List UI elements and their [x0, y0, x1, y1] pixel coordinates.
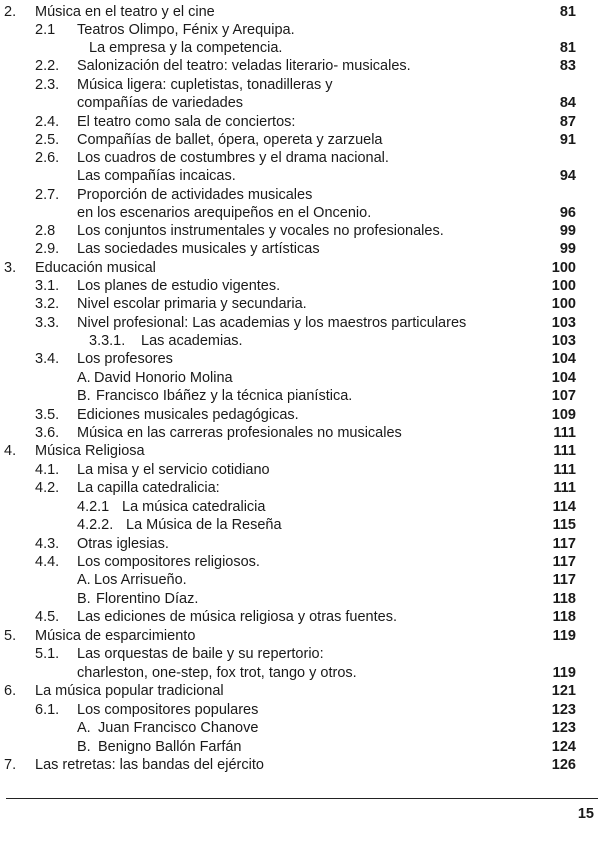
entry-title: en los escenarios arequipeños en el Oncenio. — [77, 205, 372, 221]
entry-page: 118 — [552, 591, 576, 607]
toc-entry — [0, 498, 600, 516]
entry-number: 2. — [4, 4, 17, 20]
toc-entry — [0, 608, 600, 626]
entry-page: 123 — [551, 702, 576, 718]
toc-entry — [0, 738, 600, 756]
entry-page: 117 — [552, 572, 576, 588]
entry-title: Las sociedades musicales y artísticas — [77, 241, 320, 257]
toc-entry — [0, 295, 600, 313]
entry-number: 3.4. — [35, 351, 60, 367]
entry-page: 103 — [551, 333, 576, 349]
entry-title: Música Religiosa — [35, 443, 145, 459]
entry-title: Ediciones musicales pedagógicas. — [77, 407, 299, 423]
toc-entry — [0, 387, 600, 405]
entry-number: 2.3. — [35, 77, 60, 93]
entry-page: 94 — [559, 168, 576, 184]
toc-entry — [0, 76, 600, 94]
entry-number: 4.3. — [35, 536, 60, 552]
entry-title: David Honorio Molina — [94, 370, 233, 386]
toc-entry — [0, 113, 600, 131]
entry-page: 99 — [559, 241, 576, 257]
entry-number: 2.6. — [35, 150, 60, 166]
entry-number: 2.7. — [35, 187, 60, 203]
entry-page: 123 — [551, 720, 576, 736]
entry-title: Teatros Olimpo, Fénix y Arequipa. — [77, 22, 295, 38]
entry-title: charleston, one-step, fox trot, tango y otros. — [77, 665, 357, 681]
entry-page: 96 — [559, 205, 576, 221]
entry-page: 84 — [559, 95, 576, 111]
toc-entry — [0, 186, 600, 204]
toc-entry — [0, 424, 600, 442]
entry-title: Las ediciones de música religiosa y otras fuentes. — [77, 609, 397, 625]
entry-title: La empresa y la competencia. — [89, 40, 283, 56]
entry-number: 3.1. — [35, 278, 60, 294]
entry-page: 115 — [552, 517, 576, 533]
toc-entry — [0, 314, 600, 332]
toc-entry — [0, 259, 600, 277]
entry-number: 4.1. — [35, 462, 60, 478]
entry-title: Las retretas: las bandas del ejército — [35, 757, 264, 773]
toc-entry — [0, 277, 600, 295]
toc-entry-continuation — [0, 167, 600, 185]
entry-number: 2.5. — [35, 132, 60, 148]
entry-page: 91 — [559, 132, 576, 148]
entry-number: 3.6. — [35, 425, 60, 441]
entry-number: 4.4. — [35, 554, 60, 570]
toc-entry — [0, 21, 600, 39]
entry-title: Juan Francisco Chanove — [98, 720, 259, 736]
entry-title: Música de esparcimiento — [35, 628, 196, 644]
toc-entry — [0, 645, 600, 663]
toc-entry — [0, 627, 600, 645]
entry-page: 109 — [551, 407, 576, 423]
entry-page: 111 — [553, 425, 576, 441]
entry-title: Los compositores religiosos. — [77, 554, 260, 570]
entry-number: 3.3. — [35, 315, 60, 331]
entry-number: 3. — [4, 260, 17, 276]
page-number: 15 — [577, 806, 594, 822]
toc-entry — [0, 535, 600, 553]
entry-page: 100 — [551, 260, 576, 276]
entry-page: 126 — [551, 757, 576, 773]
entry-title: Salonización del teatro: veladas literario- musicales. — [77, 58, 411, 74]
toc-entry — [0, 57, 600, 75]
entry-title: Los compositores populares — [77, 702, 259, 718]
entry-title: Música en las carreras profesionales no musicales — [77, 425, 402, 441]
entry-number: 4.2.1 — [77, 499, 110, 515]
entry-number: 2.9. — [35, 241, 60, 257]
entry-page: 111 — [553, 480, 576, 496]
entry-number: 5. — [4, 628, 17, 644]
entry-title: Proporción de actividades musicales — [77, 187, 313, 203]
entry-page: 99 — [559, 223, 576, 239]
entry-number: A. — [77, 720, 91, 736]
toc-entry — [0, 719, 600, 737]
entry-title: Los conjuntos instrumentales y vocales no profesionales. — [77, 223, 444, 239]
entry-title: Educación musical — [35, 260, 156, 276]
entry-page: 81 — [559, 40, 576, 56]
toc-entry — [0, 553, 600, 571]
toc-entry — [0, 682, 600, 700]
entry-title: Los profesores — [77, 351, 173, 367]
entry-title: Las academias. — [141, 333, 243, 349]
entry-title: Otras iglesias. — [77, 536, 169, 552]
toc-entry — [0, 590, 600, 608]
entry-number: 4.2.2. — [77, 517, 114, 533]
toc-entry-continuation — [0, 94, 600, 112]
entry-title: La música catedralicia — [122, 499, 266, 515]
toc-entry — [0, 149, 600, 167]
entry-page: 111 — [553, 443, 576, 459]
toc-entry-continuation — [0, 204, 600, 222]
entry-page: 119 — [552, 665, 576, 681]
entry-title: compañías de variedades — [77, 95, 244, 111]
entry-title: Las orquestas de baile y su repertorio: — [77, 646, 324, 662]
entry-number: 7. — [4, 757, 17, 773]
entry-number: 6.1. — [35, 702, 60, 718]
entry-number: 2.4. — [35, 114, 60, 130]
toc-entry — [0, 756, 600, 774]
entry-title: Los Arrisueño. — [94, 572, 187, 588]
entry-page: 83 — [559, 58, 576, 74]
entry-number: B. — [77, 388, 91, 404]
toc-entry — [0, 131, 600, 149]
toc-entry — [0, 701, 600, 719]
toc-entry — [0, 240, 600, 258]
entry-page: 103 — [551, 315, 576, 331]
toc-entry — [0, 369, 600, 387]
toc-entry — [0, 222, 600, 240]
toc-entry-continuation — [0, 39, 600, 57]
entry-title: Música en el teatro y el cine — [35, 4, 215, 20]
entry-number: B. — [77, 739, 91, 755]
entry-page: 119 — [552, 628, 576, 644]
entry-title: La misa y el servicio cotidiano — [77, 462, 270, 478]
toc-entry — [0, 406, 600, 424]
toc-entry — [0, 479, 600, 497]
toc-entry — [0, 350, 600, 368]
toc-entry — [0, 461, 600, 479]
entry-number: 5.1. — [35, 646, 60, 662]
toc-entry — [0, 442, 600, 460]
entry-number: A. — [77, 572, 91, 588]
entry-number: 2.2. — [35, 58, 60, 74]
toc-entry — [0, 332, 600, 350]
entry-page: 121 — [551, 683, 576, 699]
entry-number: 3.3.1. — [89, 333, 126, 349]
entry-title: La Música de la Reseña — [126, 517, 282, 533]
entry-number: 6. — [4, 683, 17, 699]
toc-entry — [0, 516, 600, 534]
entry-number: 3.2. — [35, 296, 60, 312]
entry-page: 81 — [559, 4, 576, 20]
entry-title: El teatro como sala de conciertos: — [77, 114, 296, 130]
entry-page: 111 — [553, 462, 576, 478]
entry-number: 2.8 — [35, 223, 56, 239]
entry-number: 3.5. — [35, 407, 60, 423]
entry-page: 114 — [552, 499, 576, 515]
entry-page: 104 — [551, 351, 576, 367]
entry-title: Francisco Ibáñez y la técnica pianística. — [96, 388, 353, 404]
entry-title: Nivel profesional: Las academias y los maestros particulares — [77, 315, 467, 331]
entry-title: La capilla catedralicia: — [77, 480, 220, 496]
entry-title: La música popular tradicional — [35, 683, 224, 699]
entry-title: Los planes de estudio vigentes. — [77, 278, 281, 294]
entry-number: 2.1 — [35, 22, 56, 38]
entry-title: Nivel escolar primaria y secundaria. — [77, 296, 307, 312]
entry-title: Benigno Ballón Farfán — [98, 739, 242, 755]
footer-rule — [6, 798, 598, 799]
entry-page: 107 — [551, 388, 576, 404]
entry-page: 118 — [552, 609, 576, 625]
entry-page: 87 — [559, 114, 576, 130]
entry-title: Los cuadros de costumbres y el drama nacional. — [77, 150, 389, 166]
toc-entry — [0, 3, 600, 21]
entry-title: Música ligera: cupletistas, tonadilleras y — [77, 77, 333, 93]
entry-title: Florentino Díaz. — [96, 591, 199, 607]
entry-number: 4. — [4, 443, 17, 459]
toc-entry-continuation — [0, 664, 600, 682]
entry-number: A. — [77, 370, 91, 386]
entry-title: Compañías de ballet, ópera, opereta y zarzuela — [77, 132, 383, 148]
entry-page: 100 — [551, 296, 576, 312]
toc-entry — [0, 571, 600, 589]
entry-page: 124 — [551, 739, 576, 755]
entry-page: 117 — [552, 554, 576, 570]
entry-number: 4.5. — [35, 609, 60, 625]
entry-number: B. — [77, 591, 91, 607]
entry-number: 4.2. — [35, 480, 60, 496]
entry-page: 100 — [551, 278, 576, 294]
entry-page: 104 — [551, 370, 576, 386]
entry-title: Las compañías incaicas. — [77, 168, 236, 184]
entry-page: 117 — [552, 536, 576, 552]
